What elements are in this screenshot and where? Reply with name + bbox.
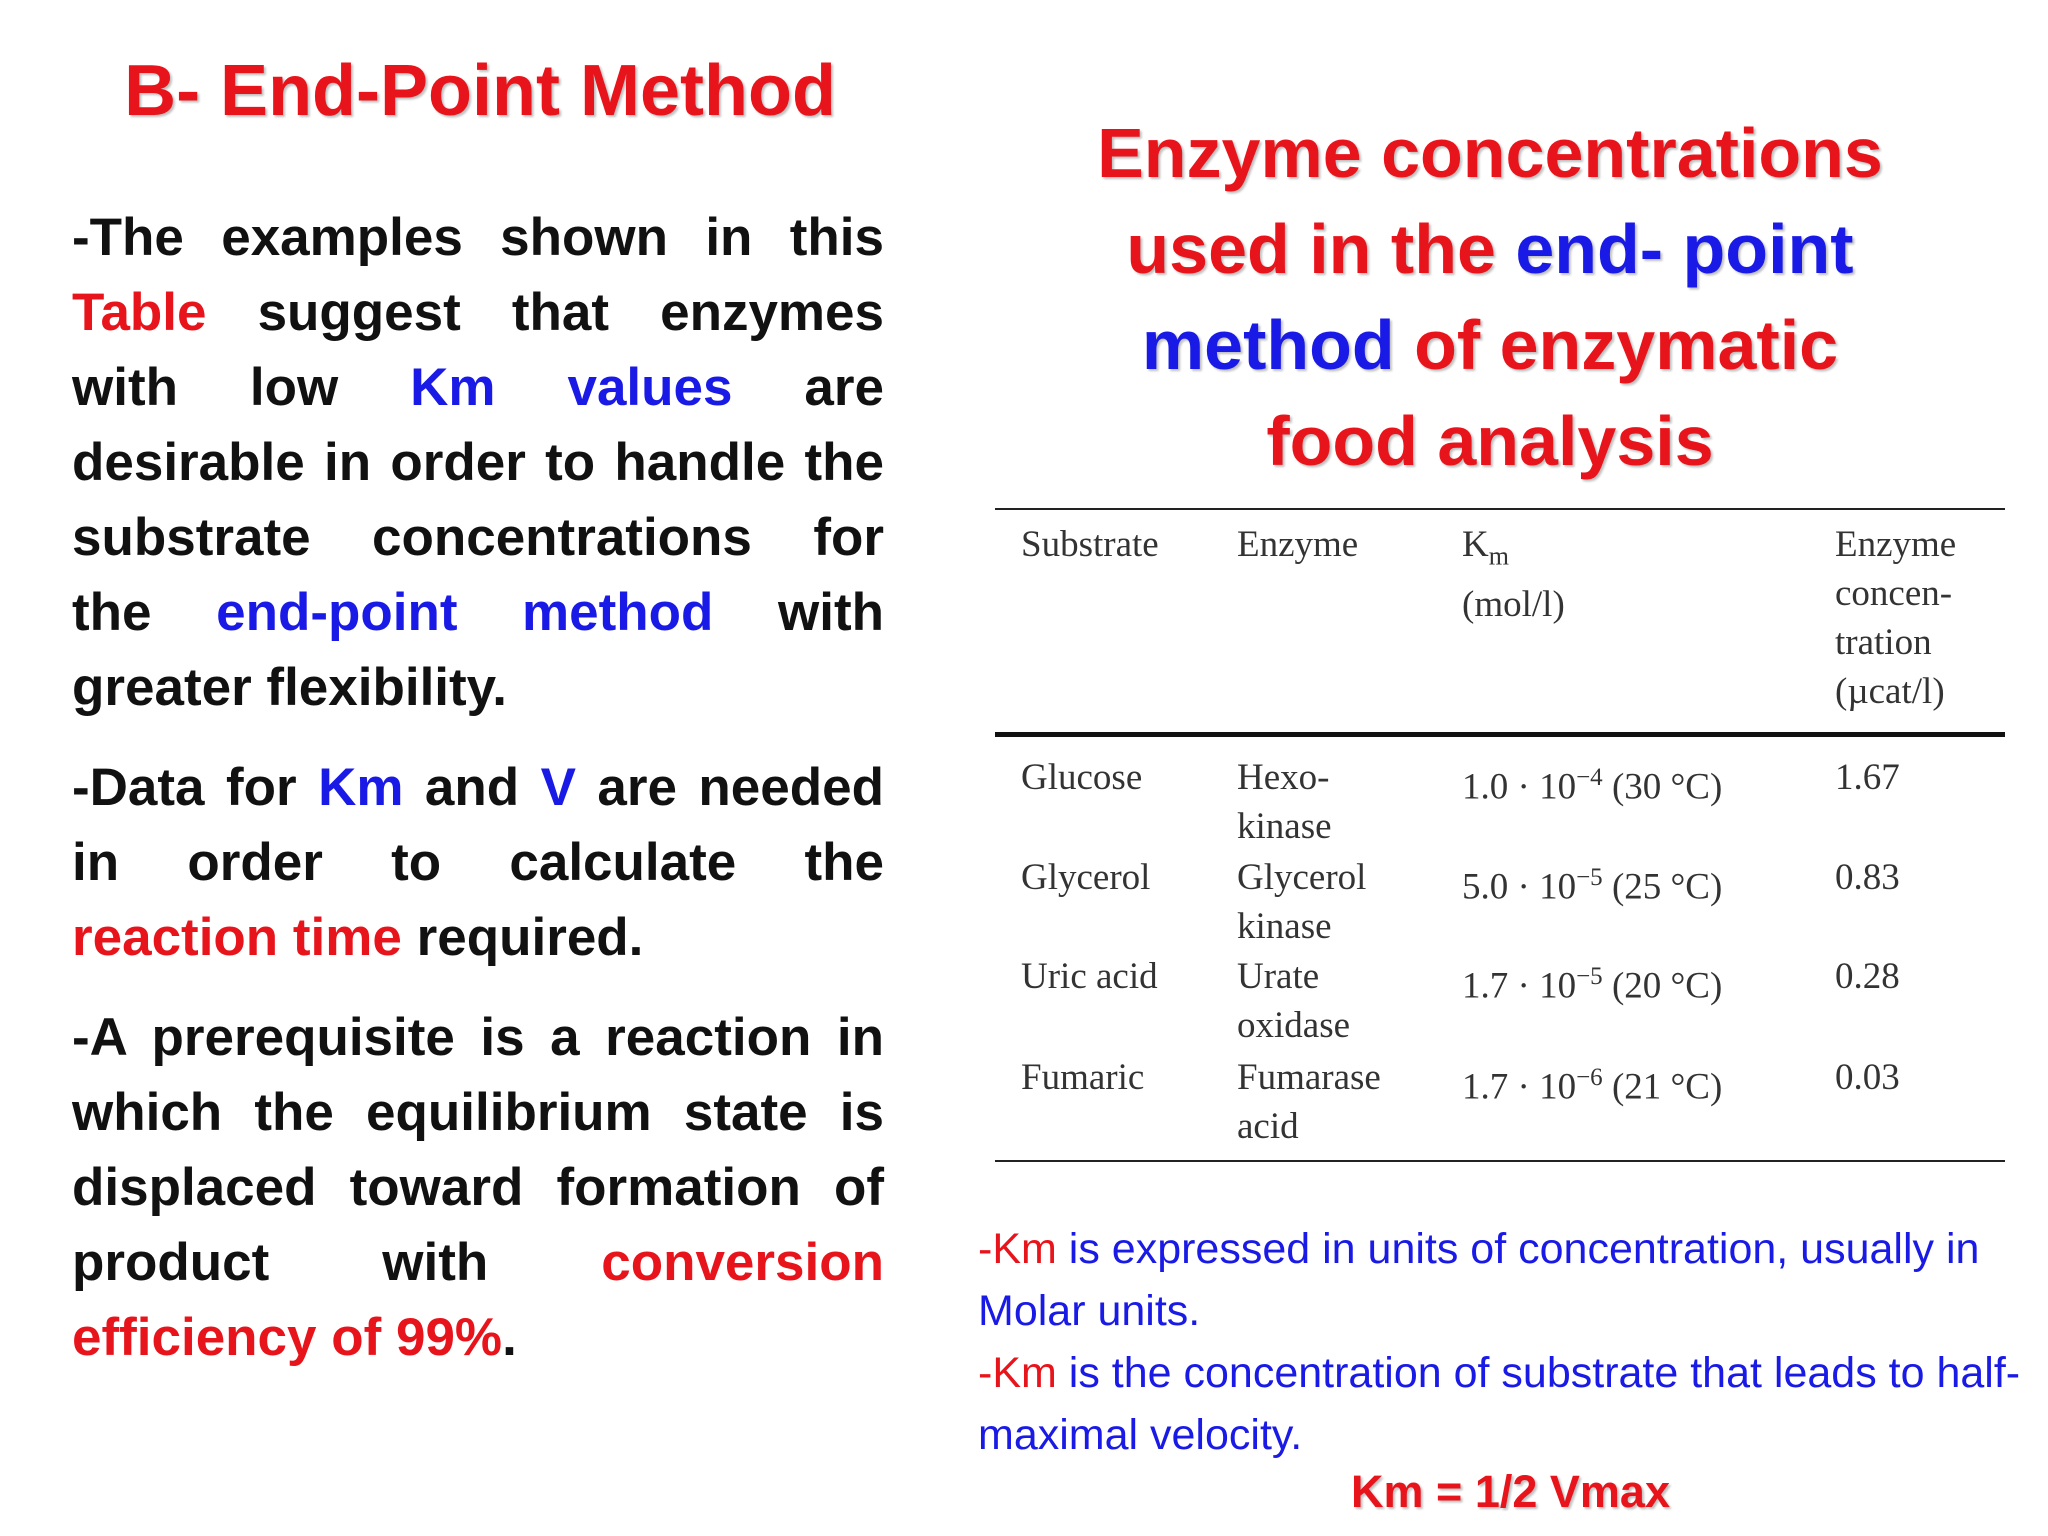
cell-enzyme: Hexo- kinase <box>1237 757 1332 847</box>
cell-concentration: 0.83 <box>1835 857 1900 898</box>
header-enzyme: Enzyme <box>1237 524 1359 565</box>
notes <box>978 1218 2043 1466</box>
cell-concentration: 1.67 <box>1835 757 1900 798</box>
cell-km: $1.7 \cdot 10^{-5}$ (20 °C) <box>1462 963 1723 1007</box>
table-rule-bottom <box>995 1160 2005 1162</box>
table-rule-top <box>995 508 2005 510</box>
cell-km: $1.7 \cdot 10^{-6}$ (21 °C) <box>1462 1064 1723 1108</box>
left-body <box>72 200 884 1400</box>
cell-substrate: Glycerol <box>1021 857 1151 898</box>
note-2: -Km is the concentration of substrate that leads to half-maximal velocity. <box>978 1349 2021 1459</box>
cell-km: $1.0 \cdot 10^{-4}$ (30 °C) <box>1462 764 1723 808</box>
cell-substrate: Glucose <box>1021 757 1143 798</box>
header-substrate: Substrate <box>1021 524 1159 565</box>
cell-concentration: 0.03 <box>1835 1057 1900 1098</box>
paragraph-1: -The examples shown in this Table suggest that enzymes with low Km values are desirable in order to handle the substrate concentrations for the end-point method with greater flexibility. <box>72 208 885 717</box>
cell-concentration: 0.28 <box>1835 956 1900 997</box>
cell-km: $5.0 \cdot 10^{-5}$ (25 °C) <box>1462 864 1723 908</box>
paragraph-3: -A prerequisite is a reaction in which the equilibrium state is displaced toward formation of product with conversion efficiency of 99%. <box>72 1008 884 1367</box>
slide-title-left: B- End-Point Method <box>124 51 836 131</box>
cell-enzyme: Glycerol kinase <box>1237 857 1367 947</box>
header-concentration: Enzyme concen- tration (µcat/l) <box>1835 524 1957 712</box>
slide-title-right: Enzyme concentrations used in the end- point method of enzymatic food analysis <box>1097 114 1883 480</box>
table-rule-middle <box>995 732 2005 737</box>
km-formula: Km = 1/2 Vmax <box>1351 1466 1670 1517</box>
note-1: -Km is expressed in units of concentration, usually in Molar units. <box>978 1225 1980 1335</box>
cell-substrate: Uric acid <box>1021 956 1158 997</box>
paragraph-2: -Data for Km and V are needed in order to calculate the reaction time required. <box>72 758 884 967</box>
cell-substrate: Fumaric <box>1021 1057 1145 1098</box>
cell-enzyme: Fumarase acid <box>1237 1057 1381 1147</box>
header-km: $K_m$ (mol/l) <box>1462 524 1565 626</box>
cell-enzyme: Urate oxidase <box>1237 956 1351 1046</box>
